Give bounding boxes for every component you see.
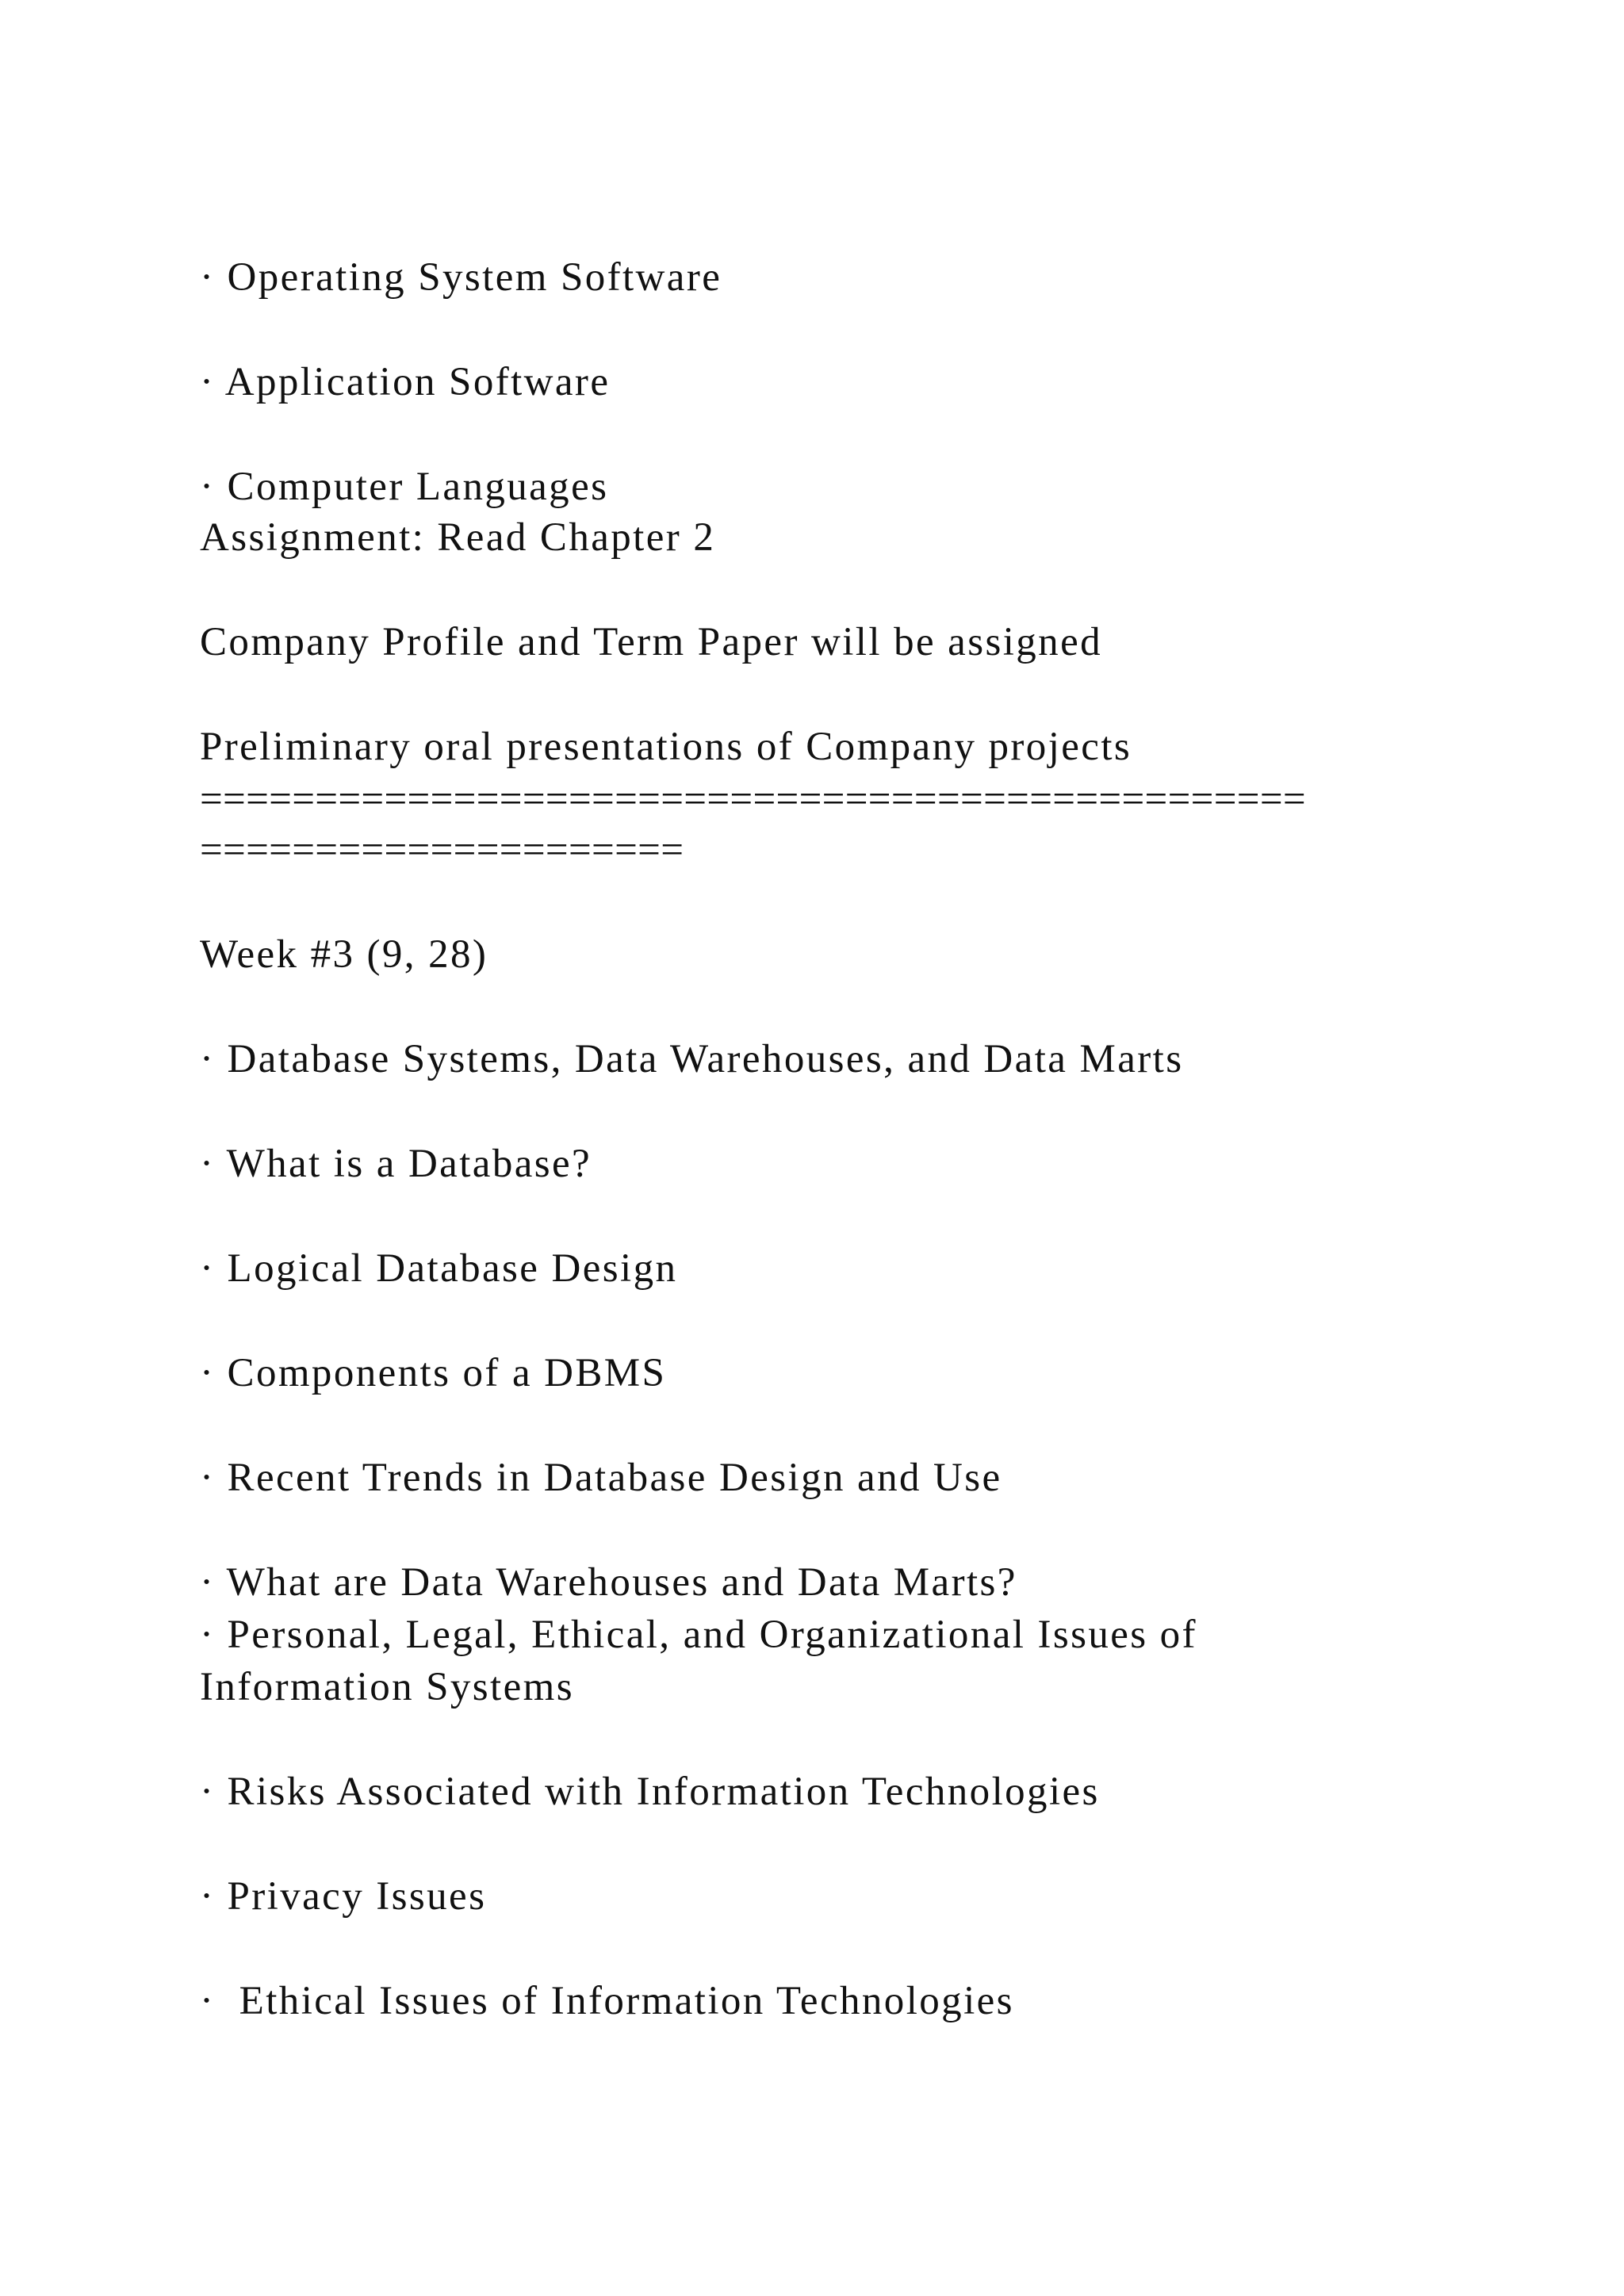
list-item-logical-database-design: · Logical Database Design: [200, 1246, 678, 1291]
list-item-data-warehouses-marts: · What are Data Warehouses and Data Marts?: [200, 1560, 1017, 1605]
list-item-ethical-issues: · Ethical Issues of Information Technologies: [200, 1979, 1014, 2023]
list-item-operating-system-software: · Operating System Software: [200, 255, 722, 300]
divider-rule-line-1: ================================================: [200, 777, 1306, 821]
company-profile-text: Company Profile and Term Paper will be assigned: [200, 620, 1103, 664]
list-item-computer-languages: · Computer Languages: [200, 465, 609, 509]
list-item-application-software: · Application Software: [200, 360, 611, 404]
list-item-risks: · Risks Associated with Information Technologies: [200, 1770, 1100, 1814]
list-item-issues-of-is-line-1: · Personal, Legal, Ethical, and Organizational Issues of: [200, 1613, 1197, 1657]
assignment-text: Assignment: Read Chapter 2: [200, 515, 716, 560]
list-item-issues-of-is-line-2: Information Systems: [200, 1665, 574, 1709]
list-item-components-of-dbms: · Components of a DBMS: [200, 1351, 667, 1395]
preliminary-presentations-text: Preliminary oral presentations of Company projects: [200, 725, 1132, 769]
list-item-what-is-a-database: · What is a Database?: [200, 1142, 592, 1186]
list-item-database-systems: · Database Systems, Data Warehouses, and Data Marts: [200, 1037, 1184, 1081]
list-item-recent-trends: · Recent Trends in Database Design and Use: [200, 1456, 1002, 1500]
divider-rule-line-2: =====================: [200, 828, 684, 872]
list-item-privacy-issues: · Privacy Issues: [200, 1874, 487, 1919]
week-heading: Week #3 (9, 28): [200, 932, 488, 977]
